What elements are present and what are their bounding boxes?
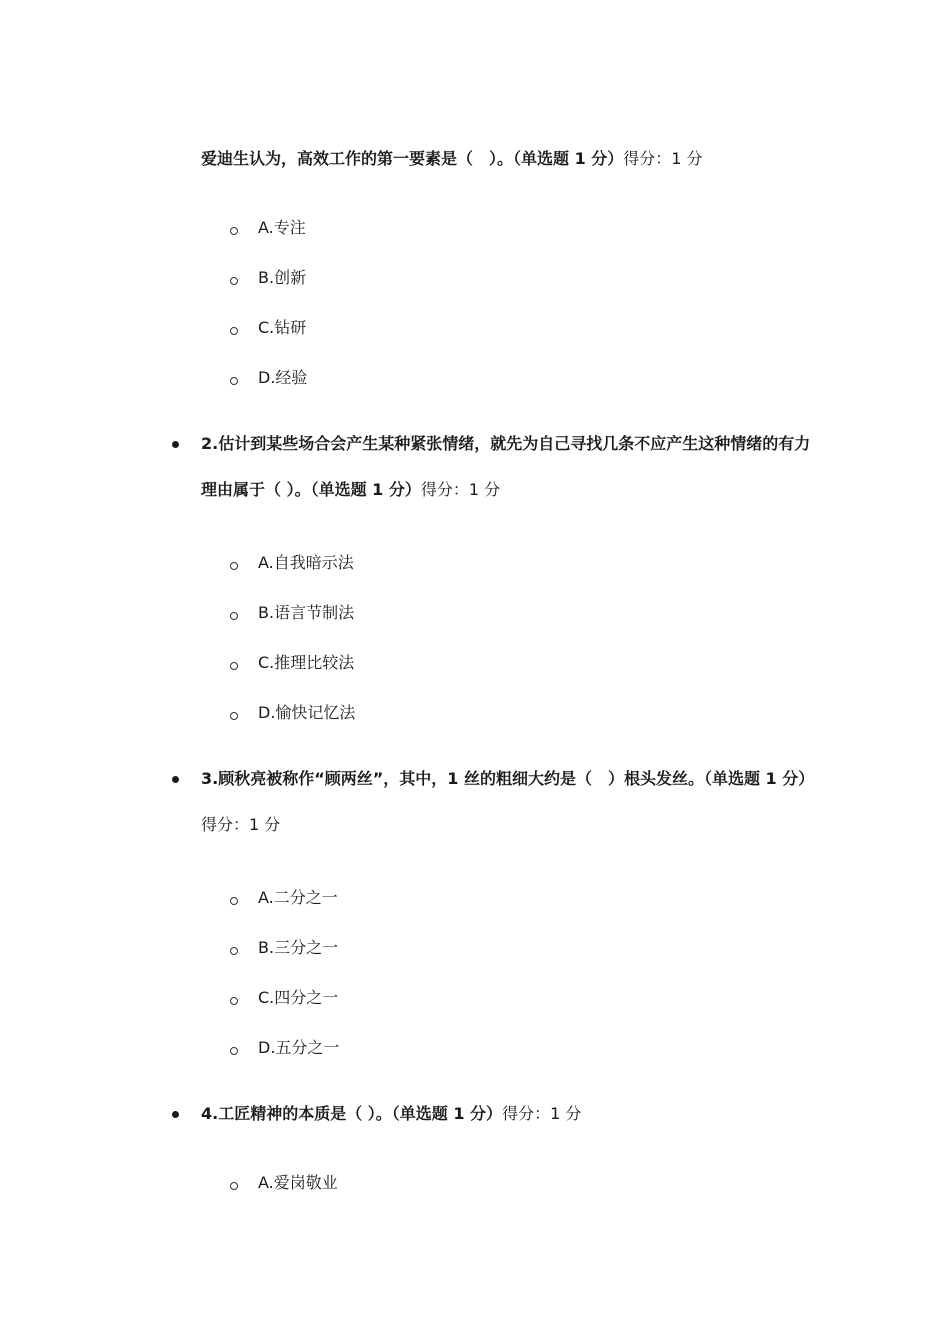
- option-label: C.四分之一: [258, 988, 339, 1007]
- question-4-text: [201, 1091, 821, 1137]
- option-label: C.钻研: [258, 318, 307, 337]
- question-score: 得分：1 分: [502, 1104, 582, 1123]
- option-label: A.自我暗示法: [258, 553, 354, 572]
- option-1b[interactable]: [230, 266, 306, 290]
- radio-circle-icon: [230, 997, 238, 1005]
- radio-circle-icon: [230, 227, 238, 235]
- radio-circle-icon: [230, 377, 238, 385]
- question-score: 得分：1 分: [623, 149, 703, 168]
- question-2-text: [201, 421, 821, 513]
- option-label: D.五分之一: [258, 1038, 340, 1057]
- bullet-icon: [172, 441, 179, 448]
- option-label: B.创新: [258, 268, 307, 287]
- bullet-icon: [172, 1111, 179, 1118]
- option-1d[interactable]: [230, 366, 307, 390]
- option-label: D.愉快记忆法: [258, 703, 356, 722]
- option-2d[interactable]: [230, 701, 355, 725]
- option-2b[interactable]: [230, 601, 354, 625]
- option-label: C.推理比较法: [258, 653, 355, 672]
- radio-circle-icon: [230, 712, 238, 720]
- option-label: A.专注: [258, 218, 306, 237]
- question-stem: 3.顾秋亮被称作“顾两丝”，其中，1 丝的粗细大约是（ ）根头发丝。（单选题 1 分）: [201, 769, 815, 788]
- radio-circle-icon: [230, 662, 238, 670]
- radio-circle-icon: [230, 1047, 238, 1055]
- option-label: A.爱岗敬业: [258, 1173, 338, 1192]
- question-score: 得分：1 分: [201, 815, 281, 834]
- option-label: A.二分之一: [258, 888, 338, 907]
- radio-circle-icon: [230, 612, 238, 620]
- option-1c[interactable]: [230, 316, 306, 340]
- option-3d[interactable]: [230, 1036, 339, 1060]
- option-4a[interactable]: [230, 1171, 338, 1195]
- question-3-text: [201, 756, 821, 848]
- option-3b[interactable]: [230, 936, 338, 960]
- question-1-text: [201, 136, 821, 182]
- question-score: 得分：1 分: [420, 480, 501, 499]
- option-label: B.语言节制法: [258, 603, 355, 622]
- option-1a[interactable]: [230, 216, 306, 240]
- question-stem: 爱迪生认为，高效工作的第一要素是（ ）。（单选题 1 分）: [201, 149, 624, 168]
- bullet-icon: [172, 776, 179, 783]
- option-label: B.三分之一: [258, 938, 339, 957]
- question-stem: 4.工匠精神的本质是（ ）。（单选题 1 分）: [201, 1104, 503, 1123]
- radio-circle-icon: [230, 327, 238, 335]
- option-2a[interactable]: [230, 551, 354, 575]
- option-label: D.经验: [258, 368, 308, 387]
- radio-circle-icon: [230, 897, 238, 905]
- radio-circle-icon: [230, 562, 238, 570]
- option-2c[interactable]: [230, 651, 354, 675]
- question-stem: 2.估计到某些场合会产生某种紧张情绪，就先为自己寻找几条不应产生这种情绪的有力理由属于（ ）。（单选题 1 分）: [201, 434, 811, 499]
- radio-circle-icon: [230, 277, 238, 285]
- option-3a[interactable]: [230, 886, 338, 910]
- radio-circle-icon: [230, 1182, 238, 1190]
- radio-circle-icon: [230, 947, 238, 955]
- option-3c[interactable]: [230, 986, 338, 1010]
